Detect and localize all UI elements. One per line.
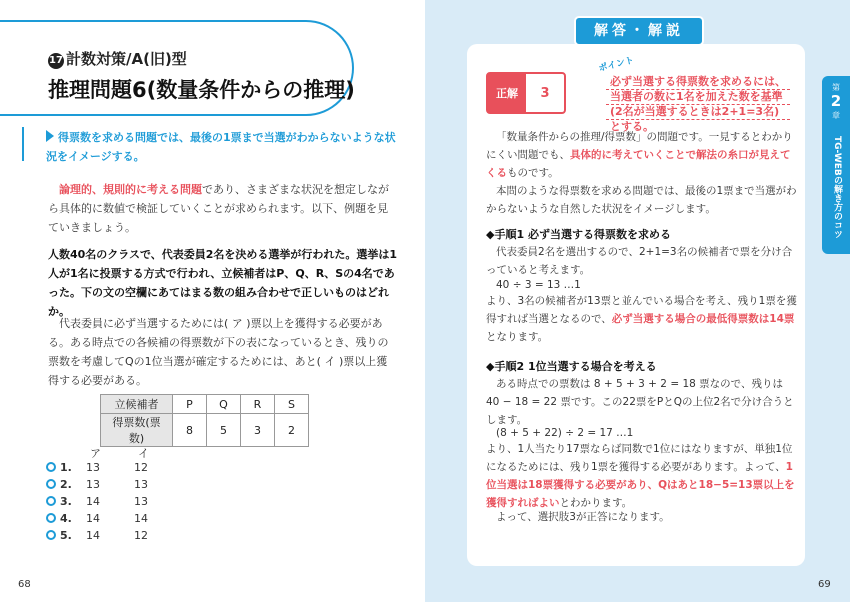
intro-paragraph [48,180,398,237]
chapter-title: TG-WEBの解き方のコツ [832,136,842,239]
step2-text [486,375,798,429]
step2-result-b: とわかります。 [559,497,633,509]
radio-circle-icon[interactable] [46,530,56,540]
intro-part2: ものです。 [507,167,559,179]
step2-heading: ◆手順2 1位当選する場合を考える [486,360,657,373]
intro-part3: 本問のような得票数を求める問題では、最後の1票まで当選がわからないような自然した状況をイメージします。 [486,185,797,215]
choices-header-a: ア [90,447,101,460]
table-cell: S [275,395,309,414]
table-row [101,395,309,414]
chapter-prefix: 第 [832,83,840,92]
correct-value: 3 [540,85,550,101]
chapter-side-tab[interactable] [822,76,850,254]
table-cell: Q [207,395,241,414]
section-title-text: 計数対策/A(旧)型 [66,50,187,68]
table-cell: 3 [241,414,275,447]
choice-b: 13 [134,495,148,508]
table-cell: R [241,395,275,414]
step2-highlight: 1位当選は18票獲得する必要があり、Qはあと18−5=13票以上を獲得すればよい [486,461,795,509]
step1-heading: ◆手順1 必ず当選する得票数を求める [486,228,671,241]
explanation-intro-2 [486,182,798,218]
section-title [48,48,187,69]
page-title: 推理問題6(数量条件からの推理) [48,78,355,102]
problem-paragraph-body: 代表委員に必ず当選するためには( ア )票以上を獲得する必要がある。ある時点での各候補の得票数が下の表になっているとき、残りの票数を考慮してQの1位当選が確定するためには、あと( イ )票以上獲得する必要がある。 [48,317,389,387]
lead-accent-bar [22,127,24,161]
table-cell: 5 [207,414,241,447]
choice-4[interactable] [46,511,148,527]
step1-result-b: となります。 [486,331,549,343]
question-text: 人数40名のクラスで、代表委員2名を決める選挙が行われた。選挙は1人が1名に投票する方式で行われ、立候補者はP、Q、R、Sの4名であった。下の文の空欄にあてはまる数の組み合わせで正しいものはどれか。 [48,248,398,318]
choice-b: 14 [134,512,148,525]
choice-a: 14 [86,529,100,542]
correct-answer-box [486,72,566,114]
radio-circle-icon[interactable] [46,496,56,506]
choice-3[interactable] [46,494,148,510]
table-cell: 得票数(票数) [101,414,173,447]
step2-text-body: ある時点での票数は 8 + 5 + 3 + 2 = 18 票なので、残りは 40 − 18 = 22 票です。この22票をPとQの上位2名で分け合うとします。 [486,378,794,426]
step1-result [486,292,798,346]
page-number-left: 68 [18,579,31,590]
votes-table [100,394,309,447]
point-underline [606,89,790,90]
chapter-number: 2 [830,92,842,110]
choice-label: 3. [60,495,72,508]
choice-1[interactable] [46,460,148,476]
table-cell: 立候補者 [101,395,173,414]
step1-text [486,243,798,279]
choice-label: 2. [60,478,72,491]
choice-b: 12 [134,461,148,474]
correct-label: 正解 [488,74,526,112]
step2-calc: (8 + 5 + 22) ÷ 2 = 17 …1 [496,427,634,439]
intro-highlight: 具体的に考えていくことで解法の糸口が見えてくる [486,149,791,179]
triangle-bullet-icon [46,130,54,142]
intro-rest: であり、さまざまな状況を想定しながら具体的に数値で検証していくことが求められます。以下、例題を見ていきましょう。 [48,183,389,234]
choices-header [90,445,186,461]
conclusion [486,508,798,526]
radio-circle-icon[interactable] [46,462,56,472]
problem-paragraph [48,314,398,390]
choice-2[interactable] [46,477,148,493]
choice-b: 13 [134,478,148,491]
intro-highlight: 論理的、規則的に考える問題 [59,183,202,196]
choice-a: 14 [86,512,100,525]
intro-part1: 「数量条件からの推理/得票数」の問題です。一見するとわかりにくい問題でも、 [486,131,793,161]
choice-label: 5. [60,529,72,542]
table-cell: 2 [275,414,309,447]
page-number-right: 69 [818,579,831,590]
choice-a: 13 [86,461,100,474]
choice-label: 4. [60,512,72,525]
point-underline [606,119,790,120]
table-cell: P [173,395,207,414]
table-cell: 8 [173,414,207,447]
choice-label: 1. [60,461,72,474]
step1-text-body: 代表委員2名を選出するので、2+1=3名の候補者で票を分け合っていると考えます。 [486,246,793,276]
point-text: 必ず当選する得票数を求めるには、当選者の数に1名を加えた数を基準(2名が当選するときは2+1=3名)とする。 [610,75,786,133]
step2-result [486,440,798,512]
step1-result-a: より、3名の候補者が13票と並んでいる場合を考え、残り1票を獲得すれば当選となるので、 [486,295,797,325]
point-tag: ポイント [597,55,636,75]
step2-result-a: より、1人当たり17票ならば同数で1位にはなりますが、単独1位になるためには、残り1票を獲得する必要があります。よって、 [486,443,793,473]
radio-circle-icon[interactable] [46,513,56,523]
step1-calc: 40 ÷ 3 = 13 …1 [496,279,581,291]
table-row [101,414,309,447]
chapter-label [822,82,850,121]
section-number-badge: 17 [48,53,64,69]
explanation-intro [486,128,798,182]
answer-explanation-tab: 解答・解説 [574,16,704,46]
choice-b: 12 [134,529,148,542]
point-underline [606,104,790,105]
choice-a: 14 [86,495,100,508]
choice-5[interactable] [46,528,148,544]
lead-text [46,128,396,166]
step1-highlight: 必ず当選する場合の最低得票数は14票 [611,313,795,325]
choice-a: 13 [86,478,100,491]
choices-header-b: イ [138,447,149,460]
lead-text-body: 得票数を求める問題では、最後の1票まで当選がわからないような状況をイメージする。 [46,131,396,163]
chapter-suffix: 章 [832,111,840,120]
radio-circle-icon[interactable] [46,479,56,489]
conclusion-body: よって、選択肢3が正答になります。 [496,511,670,523]
